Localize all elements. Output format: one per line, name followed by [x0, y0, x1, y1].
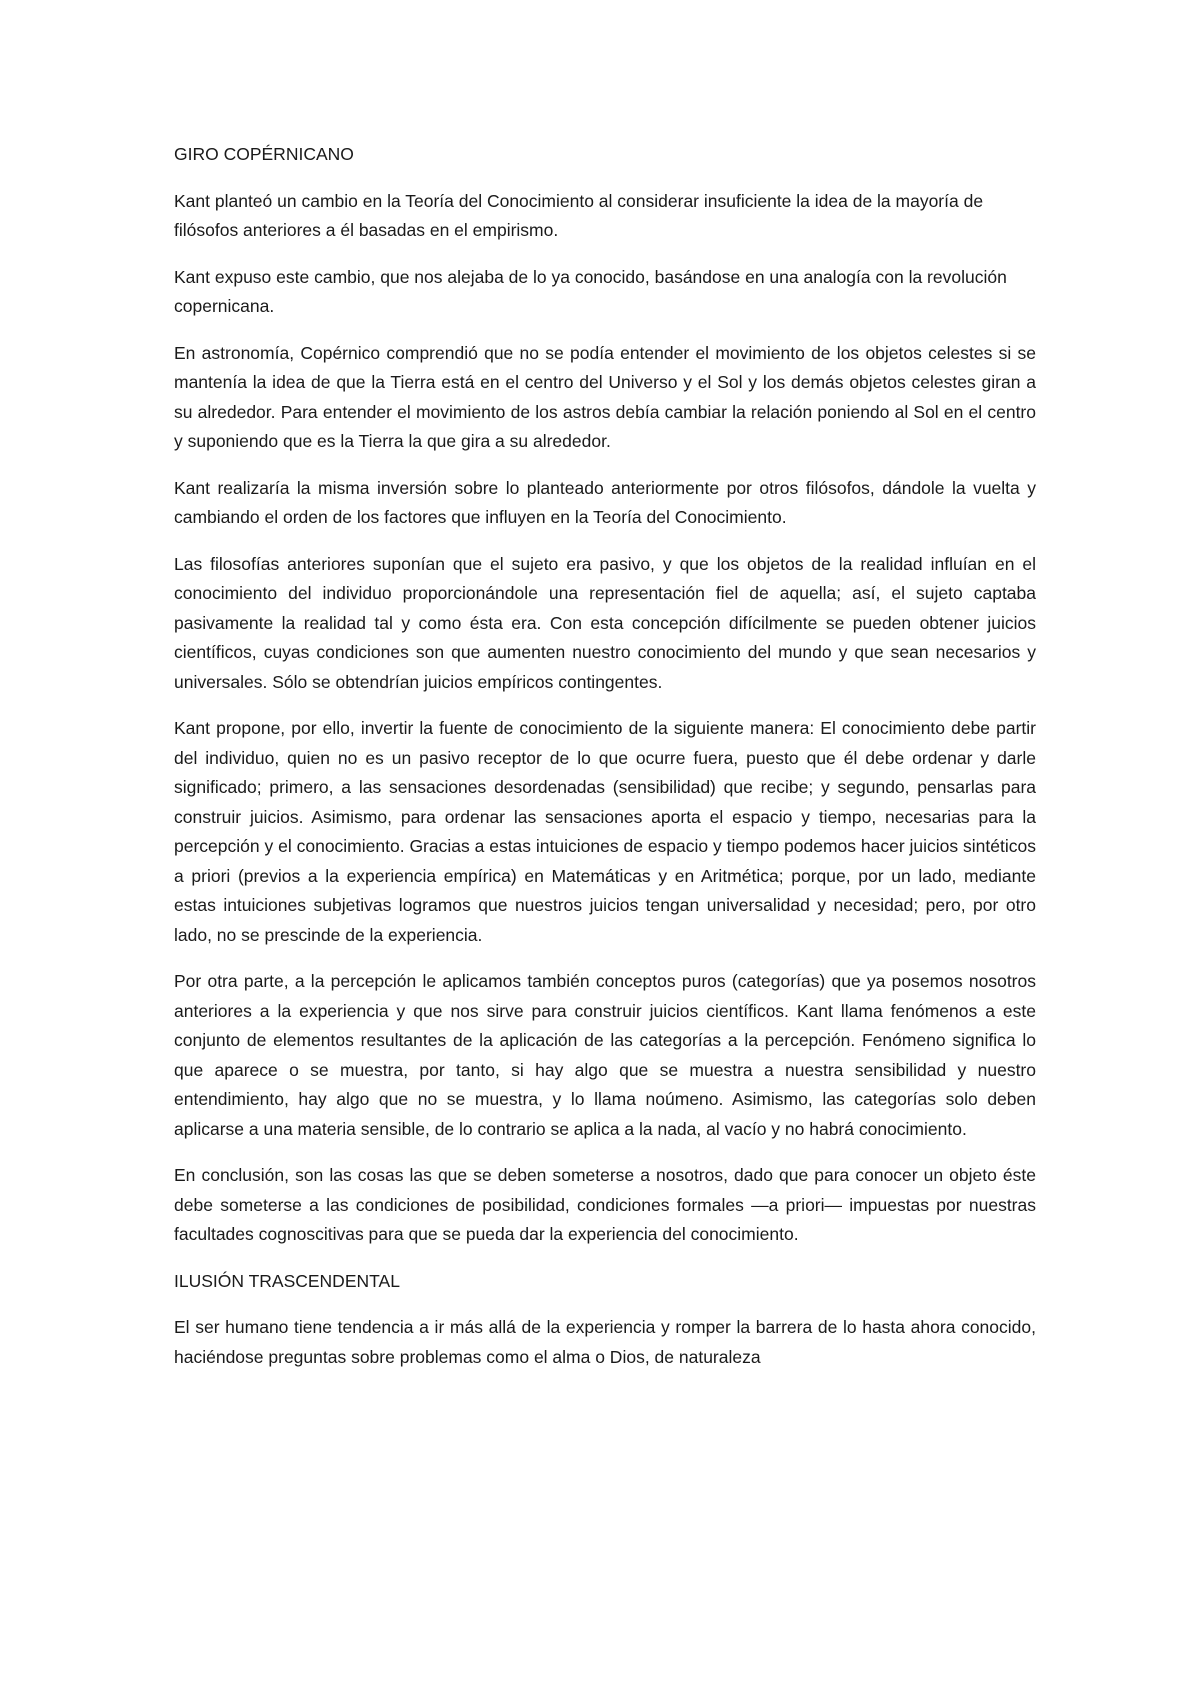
- paragraph-3: En astronomía, Copérnico comprendió que no se podía entender el movimiento de los objetos celestes si se mantenía la idea de que la Tierra está en el centro del Universo y el Sol y los demás objetos celestes giran a su alrededor. Para entender el movimiento de los astros debía cambiar la relación poniendo al Sol en el centro y suponiendo que es la Tierra la que gira a su alrededor.: [174, 342, 1036, 451]
- paragraph-4: Kant realizaría la misma inversión sobre lo planteado anteriormente por otros filósofos, dándole la vuelta y cambiando el orden de los factores que influyen en la Teoría del Conocimiento.: [174, 477, 1036, 527]
- paragraph-8: En conclusión, son las cosas las que se deben someterse a nosotros, dado que para conocer un objeto éste debe someterse a las condiciones de posibilidad, condiciones formales —a priori— impuestas por nuestras facultades cognoscitivas para que se pueda dar la experiencia del conocimiento.: [174, 1165, 1036, 1244]
- paragraph-9: El ser humano tiene tendencia a ir más allá de la experiencia y romper la barrera de lo hasta ahora conocido, haciéndose preguntas sobre problemas como el alma o Dios, de naturaleza: [174, 1317, 1036, 1367]
- paragraph-7: Por otra parte, a la percepción le aplicamos también conceptos puros (categorías) que ya posemos nosotros anteriores a la experiencia y que nos sirve para construir juicios científicos. Kant llama fenómenos a este conjunto de elementos resultantes de la aplicación de las categorías a la percepción. Fenómeno significa lo que aparece o se muestra, por tanto, si hay algo que se muestra a nuestra sensibilidad y nuestro entendimiento, hay algo que no se muestra, y lo llama noúmeno. Asimismo, las categorías solo deben aplicarse a una materia sensible, de lo contrario se aplica a la nada, al vacío y no habrá conocimiento.: [174, 971, 1036, 1139]
- document-page: [174, 140, 1036, 1389]
- section-heading-giro-copernicano: GIRO COPÉRNICANO: [174, 144, 354, 164]
- paragraph-2: Kant expuso este cambio, que nos alejaba de lo ya conocido, basándose en una analogía con la revolución copernicana.: [174, 266, 1007, 316]
- paragraph-6: Kant propone, por ello, invertir la fuente de conocimiento de la siguiente manera: El conocimiento debe partir del individuo, quien no es un pasivo receptor de lo que ocurre fuera, puesto que él debe ordenar y darle significado; primero, a las sensaciones desordenadas (sensibilidad) que recibe; y segundo, pensarlas para construir juicios. Asimismo, para ordenar las sensaciones aporta el espacio y tiempo, necesarias para la percepción y el conocimiento. Gracias a estas intuiciones de espacio y tiempo podemos hacer juicios sintéticos a priori (previos a la experiencia empírica) en Matemáticas y en Aritmética; porque, por un lado, mediante estas intuiciones subjetivas logramos que nuestros juicios tengan universalidad y necesidad; pero, por otro lado, no se prescinde de la experiencia.: [174, 718, 1036, 945]
- paragraph-1: Kant planteó un cambio en la Teoría del Conocimiento al considerar insuficiente la idea de la mayoría de filósofos anteriores a él basadas en el empirismo.: [174, 190, 984, 240]
- paragraph-5: Las filosofías anteriores suponían que el sujeto era pasivo, y que los objetos de la realidad influían en el conocimiento del individuo proporcionándole una representación fiel de aquella; así, el sujeto captaba pasivamente la realidad tal y como ésta era. Con esta concepción difícilmente se pueden obtener juicios científicos, cuyas condiciones son que aumenten nuestro conocimiento del mundo y que sean necesarios y universales. Sólo se obtendrían juicios empíricos contingentes.: [174, 553, 1036, 692]
- section-heading-ilusion-trascendental: ILUSIÓN TRASCENDENTAL: [174, 1270, 400, 1291]
